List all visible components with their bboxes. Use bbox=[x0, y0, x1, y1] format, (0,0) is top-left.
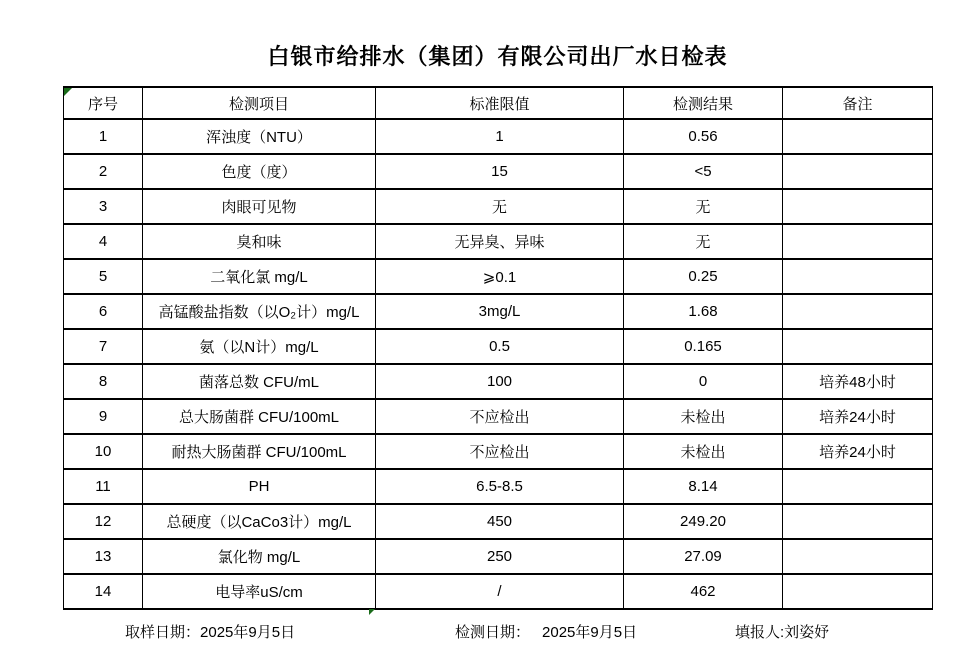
header-limit: 标准限值 bbox=[376, 87, 624, 119]
cell-limit: 3mg/L bbox=[376, 294, 624, 329]
cell-result: 未检出 bbox=[624, 399, 783, 434]
cell-item: 氯化物 mg/L bbox=[143, 539, 376, 574]
table-row bbox=[64, 294, 933, 329]
sample-date-label: 取样日期： bbox=[125, 624, 201, 641]
table-row bbox=[64, 574, 933, 609]
cell-no: 8 bbox=[64, 364, 143, 399]
cell-limit: 6.5-8.5 bbox=[376, 469, 624, 504]
cell-item: 电导率uS/cm bbox=[143, 574, 376, 609]
cell-remark bbox=[783, 224, 933, 259]
test-date-label: 检测日期： bbox=[455, 624, 531, 641]
cell-result: <5 bbox=[624, 154, 783, 189]
water-inspection-table bbox=[63, 86, 933, 610]
cell-result: 27.09 bbox=[624, 539, 783, 574]
cell-remark bbox=[783, 469, 933, 504]
header-no bbox=[64, 87, 143, 119]
table-row bbox=[64, 469, 933, 504]
cell-result: 0.56 bbox=[624, 119, 783, 154]
test-date-value: 2025年9月5日 bbox=[542, 624, 638, 641]
cell-no: 5 bbox=[64, 259, 143, 294]
cell-remark bbox=[783, 329, 933, 364]
cell-no: 4 bbox=[64, 224, 143, 259]
test-date bbox=[455, 621, 637, 642]
cell-result: 249.20 bbox=[624, 504, 783, 539]
table-row bbox=[64, 154, 933, 189]
cell-limit: / bbox=[376, 574, 624, 609]
cell-limit: ⩾0.1 bbox=[376, 259, 624, 294]
reporter-name: 刘姿妤 bbox=[784, 624, 830, 641]
cell-remark bbox=[783, 119, 933, 154]
cell-item: PH bbox=[143, 469, 376, 504]
cell-result: 8.14 bbox=[624, 469, 783, 504]
cell-result: 0 bbox=[624, 364, 783, 399]
cell-no: 10 bbox=[64, 434, 143, 469]
cell-remark: 培养24小时 bbox=[783, 434, 933, 469]
cell-result: 0.165 bbox=[624, 329, 783, 364]
cell-remark: 培养24小时 bbox=[783, 399, 933, 434]
cell-limit: 0.5 bbox=[376, 329, 624, 364]
cell-result: 未检出 bbox=[624, 434, 783, 469]
sample-date-value: 2025年9月5日 bbox=[200, 624, 296, 641]
table-row bbox=[64, 399, 933, 434]
cell-item: 臭和味 bbox=[143, 224, 376, 259]
cell-no: 1 bbox=[64, 119, 143, 154]
cell-limit: 不应检出 bbox=[376, 399, 624, 434]
cell-no: 3 bbox=[64, 189, 143, 224]
table-row bbox=[64, 539, 933, 574]
cell-no: 2 bbox=[64, 154, 143, 189]
cell-remark bbox=[783, 574, 933, 609]
sample-date bbox=[125, 621, 295, 642]
cell-no: 7 bbox=[64, 329, 143, 364]
cell-result: 无 bbox=[624, 189, 783, 224]
cell-result: 1.68 bbox=[624, 294, 783, 329]
cell-result: 462 bbox=[624, 574, 783, 609]
cell-item: 菌落总数 CFU/mL bbox=[143, 364, 376, 399]
page-title: 白银市给排水（集团）有限公司出厂水日检表 bbox=[267, 44, 728, 69]
cell-result: 0.25 bbox=[624, 259, 783, 294]
cell-limit: 450 bbox=[376, 504, 624, 539]
table-row bbox=[64, 224, 933, 259]
cell-no: 6 bbox=[64, 294, 143, 329]
header-row bbox=[64, 87, 933, 119]
cell-no: 14 bbox=[64, 574, 143, 609]
table-row bbox=[64, 259, 933, 294]
excel-selection-artifact-icon bbox=[369, 609, 375, 615]
cell-remark bbox=[783, 504, 933, 539]
cell-limit: 15 bbox=[376, 154, 624, 189]
cell-no: 12 bbox=[64, 504, 143, 539]
cell-item: 高锰酸盐指数（以O₂计）mg/L bbox=[143, 294, 376, 329]
cell-item: 浑浊度（NTU） bbox=[143, 119, 376, 154]
cell-remark bbox=[783, 154, 933, 189]
cell-result: 无 bbox=[624, 224, 783, 259]
table-row bbox=[64, 189, 933, 224]
cell-limit: 250 bbox=[376, 539, 624, 574]
cell-remark bbox=[783, 539, 933, 574]
cell-item: 总大肠菌群 CFU/100mL bbox=[143, 399, 376, 434]
cell-remark: 培养48小时 bbox=[783, 364, 933, 399]
cell-limit: 不应检出 bbox=[376, 434, 624, 469]
cell-remark bbox=[783, 259, 933, 294]
table-row bbox=[64, 119, 933, 154]
header-remark: 备注 bbox=[783, 87, 933, 119]
cell-no: 11 bbox=[64, 469, 143, 504]
cell-item: 氨（以N计）mg/L bbox=[143, 329, 376, 364]
cell-item: 二氧化氯 mg/L bbox=[143, 259, 376, 294]
cell-limit: 1 bbox=[376, 119, 624, 154]
cell-remark bbox=[783, 294, 933, 329]
header-result: 检测结果 bbox=[624, 87, 783, 119]
cell-no: 13 bbox=[64, 539, 143, 574]
table-row bbox=[64, 364, 933, 399]
header-no-label: 序号 bbox=[87, 95, 118, 113]
cell-limit: 无异臭、异味 bbox=[376, 224, 624, 259]
cell-limit: 100 bbox=[376, 364, 624, 399]
cell-item: 肉眼可见物 bbox=[143, 189, 376, 224]
cell-no: 9 bbox=[64, 399, 143, 434]
cell-remark bbox=[783, 189, 933, 224]
table-row bbox=[64, 434, 933, 469]
reporter-label: 填报人: bbox=[735, 624, 785, 641]
header-item: 检测项目 bbox=[143, 87, 376, 119]
cell-limit: 无 bbox=[376, 189, 624, 224]
cell-item: 色度（度） bbox=[143, 154, 376, 189]
reporter bbox=[735, 621, 829, 642]
excel-error-triangle-icon bbox=[64, 88, 72, 96]
table-row bbox=[64, 504, 933, 539]
cell-item: 耐热大肠菌群 CFU/100mL bbox=[143, 434, 376, 469]
table-row bbox=[64, 329, 933, 364]
cell-item: 总硬度（以CaCo3计）mg/L bbox=[143, 504, 376, 539]
